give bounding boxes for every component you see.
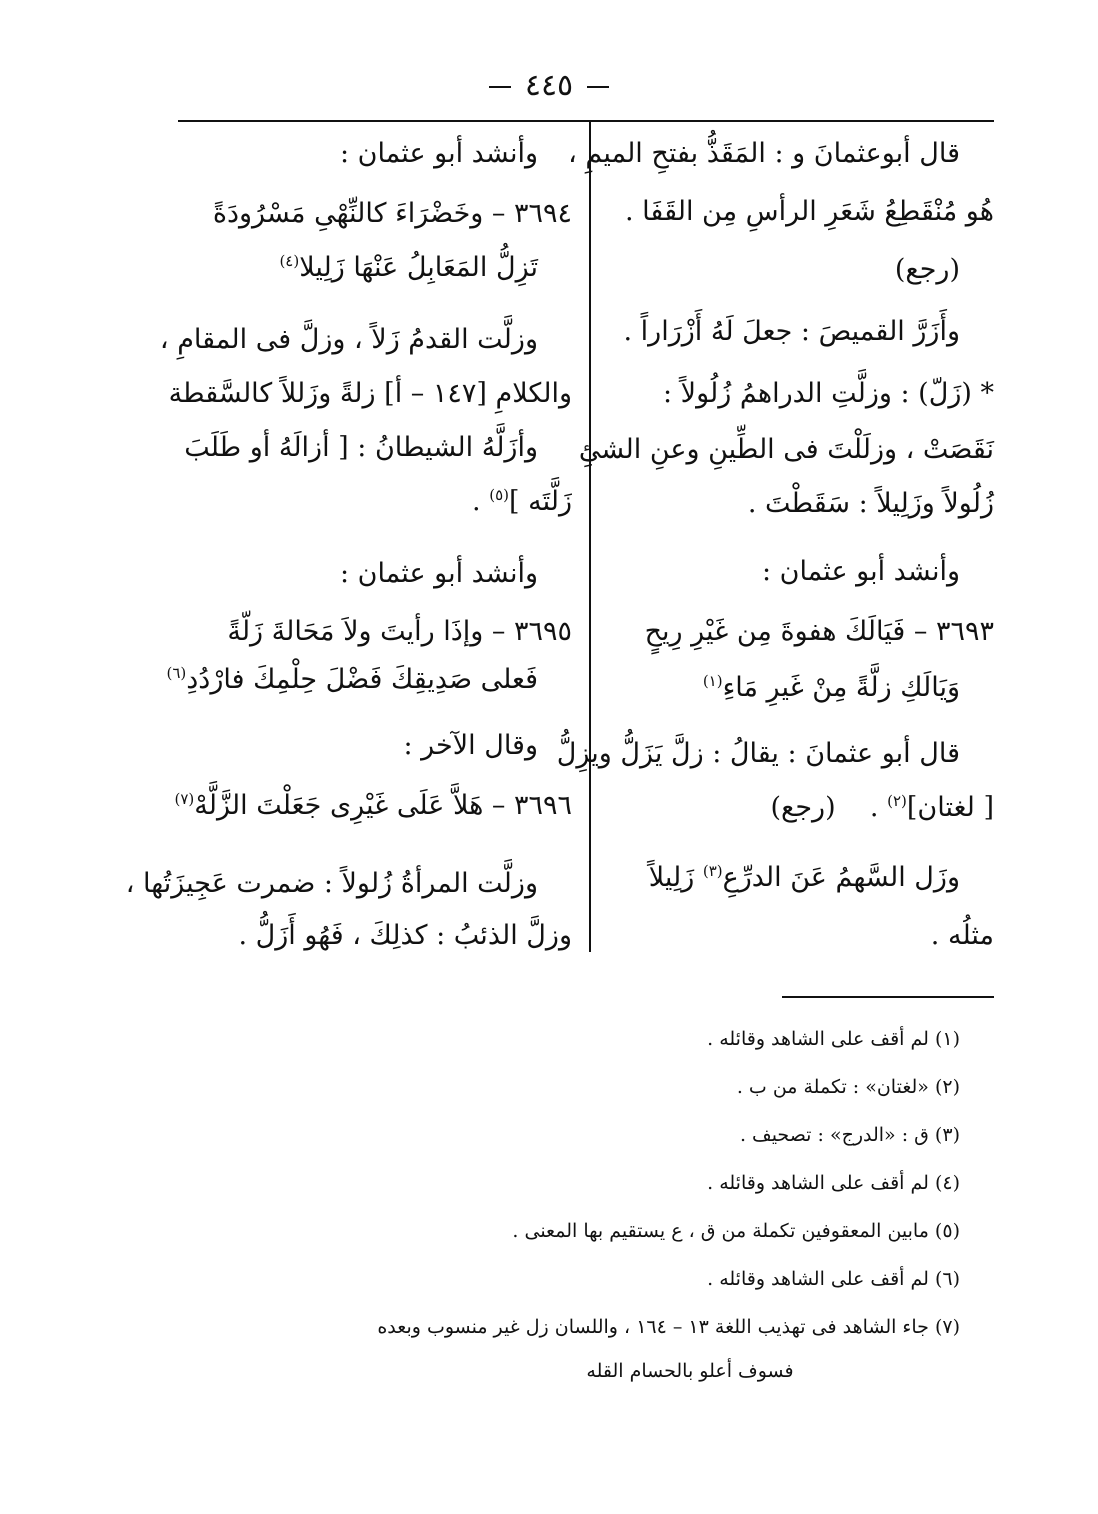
right-column-line-9	[608, 618, 994, 645]
right-column-line-text: وزَل السَّهمُ عَنَ الدرِّعِ	[722, 862, 960, 893]
left-column-line-text: ٣٦٩٦ – هَلاَّ عَلَى غَيْرِى جَعَلْتَ الزَّلَّهْ	[194, 790, 572, 821]
left-column-line-7	[180, 488, 572, 515]
left-column-footnote-marker: (٤)	[279, 252, 300, 270]
right-column-line-10	[574, 674, 994, 701]
footnote-6: (٦) لم أقف على الشاهد وقائله .	[707, 1268, 960, 1290]
left-column-line-text: وأزَلَّهُ الشيطانُ : [ أزالَهُ أو طَلَبَ	[184, 432, 538, 463]
left-column-line-1	[146, 140, 572, 167]
right-column-line-13	[574, 864, 994, 891]
right-column	[556, 138, 994, 960]
right-column-line-7	[608, 490, 994, 517]
page-number-dash-left	[489, 86, 511, 88]
right-column-line-text: هُو مُنْقَطِعُ شَعَرِ الرأسِ مِن القَفَا .	[625, 196, 994, 227]
footnote-4: (٤) لم أقف على الشاهد وقائله .	[707, 1172, 960, 1194]
right-column-line-text: نَقَصَتْ ، وزلَلْتَ فى الطِّينِ وعنِ الشئِ	[578, 434, 994, 465]
left-column-line-2	[180, 200, 572, 227]
right-column-line-8	[574, 558, 994, 585]
right-column-footnote-marker: (١)	[702, 672, 723, 690]
left-column-line-text: والكلامِ [١٤٧ – أ] زلةً وزَللاً كالسَّقطة	[168, 378, 572, 409]
left-column-line-10	[146, 666, 572, 693]
left-column-line-14	[180, 922, 572, 949]
right-column-line-14	[608, 922, 994, 949]
footnote-verse-continuation: فسوف أعلو بالحسام القله	[586, 1360, 794, 1382]
left-column-line-text: تَزِلُّ المَعَابِلُ عَنْهَا زَلِيلا	[299, 252, 538, 283]
left-column-line-tail: .	[472, 486, 490, 517]
right-column-footnote-marker: (٣)	[702, 862, 723, 880]
page-number	[0, 68, 1098, 103]
right-column-line-12	[608, 794, 994, 821]
right-column-line-text: (رجع)	[894, 254, 960, 285]
footnotes	[300, 1020, 960, 1386]
left-column	[125, 138, 572, 960]
footnote-2: (٢) «لغتان» : تكملة من ب .	[736, 1076, 960, 1098]
left-column-line-text: وقال الآخر :	[403, 730, 538, 761]
page-number-dash-right	[587, 86, 609, 88]
right-column-line-tail: . (رجع)	[770, 792, 888, 823]
left-column-line-9	[180, 618, 572, 645]
left-column-line-12	[174, 790, 572, 821]
left-column-line-text: وزلَّ الذئبُ : كذلِكَ ، فَهُو أَزَلُّ .	[238, 920, 572, 951]
right-column-footnote-marker: (٢)	[887, 792, 907, 810]
right-column-line-text: ٣٦٩٣ – فَيَالَكَ هفوةَ مِن غَيْرِ رِيحٍ	[644, 616, 994, 647]
right-column-line-text: قال أبو عثمانَ : يقالُ : زلَّ يَزَلُّ ويزِلُّ	[556, 738, 960, 769]
right-column-line-text: وأنشد أبو عثمان :	[761, 556, 960, 587]
left-column-line-8	[146, 560, 572, 587]
right-column-line-11	[556, 738, 994, 769]
right-column-line-text: وَيَالَكِ زلَّةً مِنْ غَيرِ مَاءِ	[722, 672, 960, 703]
left-column-line-4	[146, 326, 572, 353]
left-column-footnote-marker: (٦)	[166, 664, 187, 682]
right-column-line-text: زُلُولاً وزَلِيلاً : سَقَطْتَ .	[747, 488, 994, 519]
right-column-line-4	[574, 318, 994, 345]
left-column-line-text: ٣٦٩٥ – وإذَا رأيتَ ولاَ مَحَالةَ زَلّةً	[227, 616, 572, 647]
left-column-footnote-marker: (٧)	[174, 790, 195, 808]
left-column-line-text: ٣٦٩٤ – وخَضْرَاءَ كالنِّهْىِ مَسْرُودَةً	[212, 198, 572, 229]
right-column-line-text: قال أبوعثمانَ و : المَقَذُّ بفتحِ الميمِ ،	[568, 138, 960, 169]
right-column-line-2	[608, 198, 994, 225]
right-column-line-1	[568, 138, 994, 169]
left-column-line-text: وزلَّت القدمُ زَلاً ، وزلَّ فى المقامِ ،	[159, 324, 538, 355]
footnote-3: (٣) ق : «الدرج» : تصحيف .	[739, 1124, 960, 1146]
right-column-line-5	[608, 380, 994, 407]
left-column-line-6	[146, 434, 572, 461]
right-column-line-text: * (زَلّ) : وزلَّتِ الدراهمُ زُلُولاً :	[663, 378, 994, 409]
right-column-line-6	[578, 434, 994, 465]
left-column-line-text: وزلَّت المرأةُ زُلولاً : ضمرت عَجِيزَتُها ،	[125, 868, 538, 899]
left-column-line-13	[125, 868, 572, 899]
right-column-line-text: [ لغتان]	[906, 792, 994, 823]
left-column-line-text: زَلَّتَه ]	[508, 486, 572, 517]
column-divider	[589, 122, 591, 952]
left-column-line-11	[146, 732, 572, 759]
right-column-line-text: مثلُه .	[930, 920, 994, 951]
right-column-line-3	[574, 256, 994, 283]
footnote-7: (٧) جاء الشاهد فى تهذيب اللغة ١٣ – ١٦٤ ، واللسان زل غير منسوب وبعده	[377, 1316, 960, 1338]
footnote-5: (٥) مابين المعقوفين تكملة من ق ، ع يستقيم بها المعنى .	[512, 1220, 960, 1242]
right-column-line-tail: زَلِيلاً	[648, 862, 703, 893]
left-column-footnote-marker: (٥)	[489, 486, 509, 504]
header-rule	[178, 120, 994, 122]
left-column-line-text: وأنشد أبو عثمان :	[339, 138, 538, 169]
left-column-line-text: وأنشد أبو عثمان :	[339, 558, 538, 589]
left-column-line-5	[168, 378, 572, 409]
page-number-text: ٤٤٥	[524, 68, 574, 103]
left-column-line-text: فَعلى صَدِيقِكَ فَضْلَ حِلْمِكَ فارْدُدِ	[186, 664, 538, 695]
footnote-rule	[782, 996, 994, 998]
left-column-line-3	[146, 254, 572, 281]
footnote-1: (١) لم أقف على الشاهد وقائله .	[707, 1028, 960, 1050]
right-column-line-text: وأَزَرَّ القميصَ : جعلَ لَهُ أَزْرَاراً .	[623, 316, 960, 347]
